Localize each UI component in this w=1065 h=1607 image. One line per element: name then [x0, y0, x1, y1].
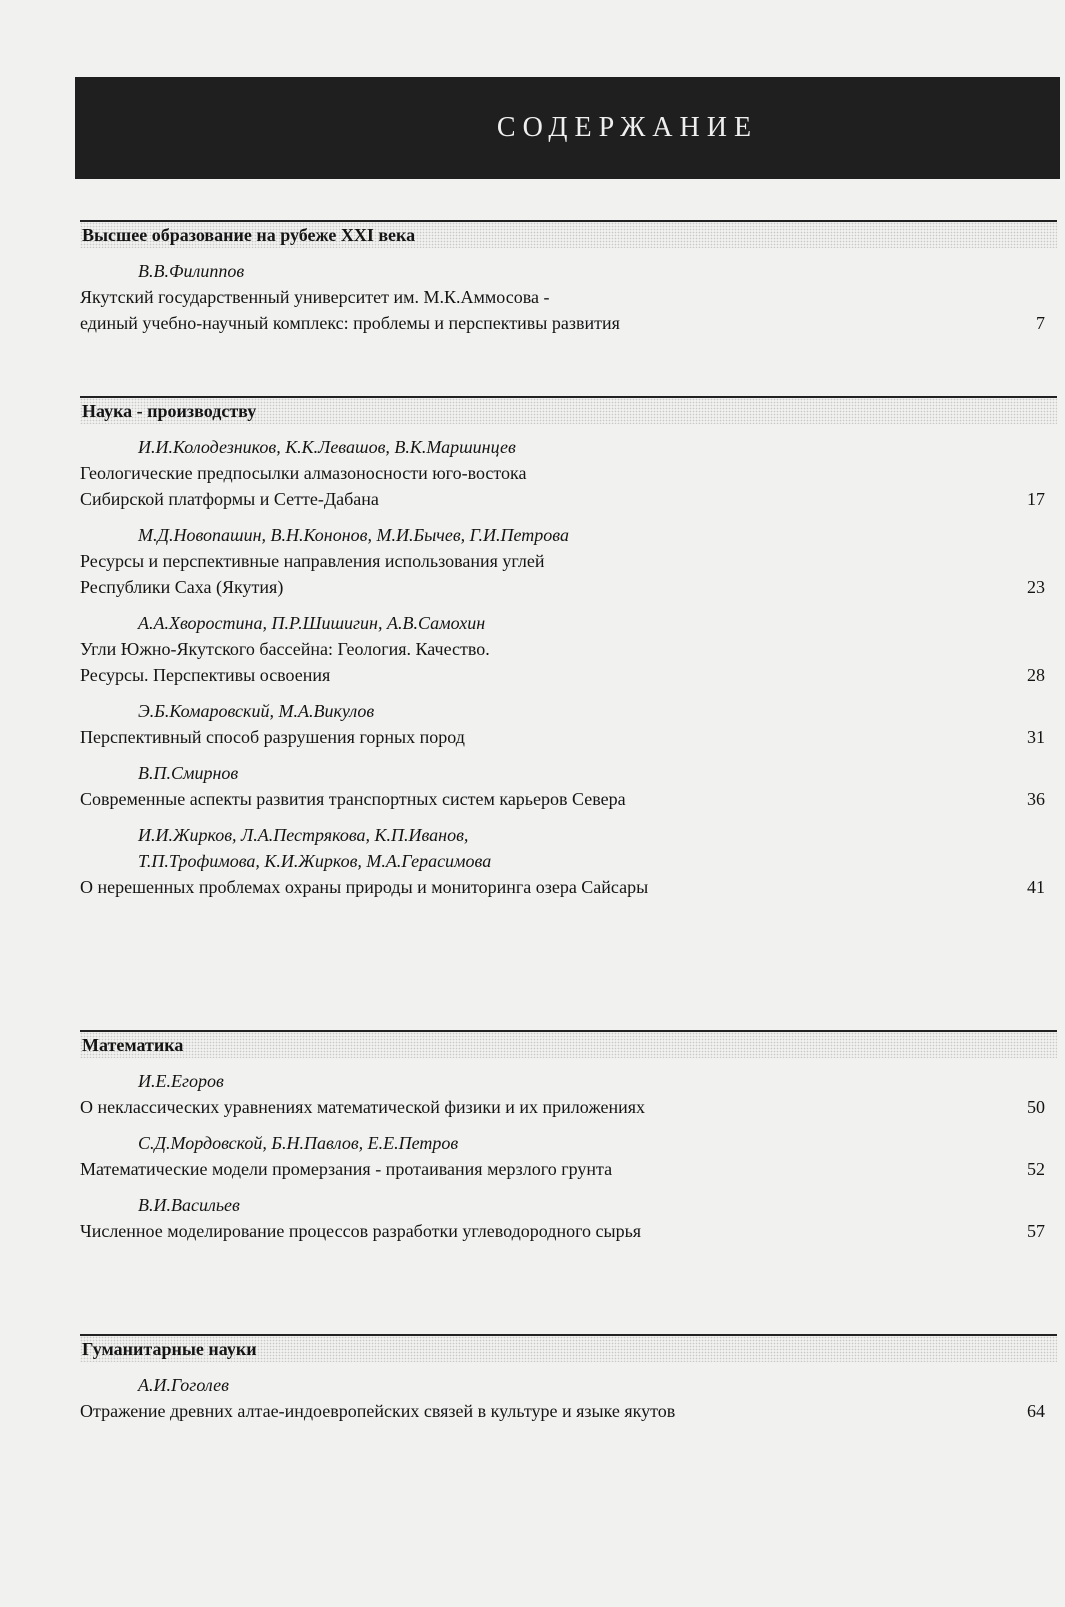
- entry-title: Геологические предпосылки алмазоносности юго-востока: [80, 463, 527, 483]
- entry-authors: Т.П.Трофимова, К.И.Жирков, М.А.Герасимова: [138, 851, 492, 871]
- entry-title: Якутский государственный университет им. М.К.Аммосова -: [80, 287, 550, 307]
- entry-title: Сибирской платформы и Сетте-Дабана: [80, 489, 379, 509]
- entry-page-number: 52: [1027, 1159, 1045, 1179]
- entry-authors: И.Е.Егоров: [138, 1071, 224, 1091]
- entry-authors: М.Д.Новопашин, В.Н.Кононов, М.И.Бычев, Г.И.Петрова: [138, 525, 569, 545]
- toc-section: [80, 1334, 1057, 1424]
- entry-page-number: 23: [1027, 577, 1045, 597]
- toc-entry[interactable]: [80, 522, 1057, 600]
- entry-authors: Э.Б.Комаровский, М.А.Викулов: [138, 701, 375, 721]
- entry-title: О нерешенных проблемах охраны природы и мониторинга озера Сайсары: [80, 877, 649, 897]
- entry-title: Республики Саха (Якутия): [80, 577, 284, 597]
- entry-title: Математические модели промерзания - протаивания мерзлого грунта: [80, 1159, 613, 1179]
- entry-title: Перспективный способ разрушения горных пород: [80, 727, 465, 747]
- entry-page-number: 36: [1027, 789, 1045, 809]
- toc-section: [80, 396, 1057, 900]
- entry-title: Ресурсы. Перспективы освоения: [80, 665, 331, 685]
- entry-title: Численное моделирование процессов разработки углеводородного сырья: [80, 1221, 642, 1241]
- entry-page-number: 41: [1027, 877, 1045, 897]
- entry-page-number: 31: [1027, 727, 1045, 747]
- page-title: СОДЕРЖАНИЕ: [496, 112, 759, 143]
- toc-entry[interactable]: [80, 1130, 1057, 1182]
- entry-page-number: 17: [1027, 489, 1045, 509]
- entry-page-number: 50: [1027, 1097, 1045, 1117]
- entry-page-number: 7: [1036, 313, 1045, 333]
- entry-authors: В.П.Смирнов: [138, 763, 239, 783]
- toc-entry[interactable]: [80, 258, 1057, 336]
- entry-authors: И.И.Колодезников, К.К.Левашов, В.К.Маршинцев: [138, 437, 516, 457]
- entry-title: Ресурсы и перспективные направления использования углей: [80, 551, 545, 571]
- entry-authors: В.И.Васильев: [138, 1195, 240, 1215]
- entry-authors: С.Д.Мордовской, Б.Н.Павлов, Е.Е.Петров: [138, 1133, 459, 1153]
- entry-page-number: 57: [1027, 1221, 1045, 1241]
- toc-entry[interactable]: [80, 822, 1057, 900]
- section-heading: Математика: [80, 1032, 1057, 1058]
- toc-entry[interactable]: [80, 610, 1057, 688]
- toc-entry[interactable]: [80, 434, 1057, 512]
- section-heading: Гуманитарные науки: [80, 1336, 1057, 1362]
- entry-page-number: 28: [1027, 665, 1045, 685]
- toc-entry[interactable]: [80, 1372, 1057, 1424]
- entry-title: Отражение древних алтае-индоевропейских связей в культуре и языке якутов: [80, 1401, 676, 1421]
- entry-title: О неклассических уравнениях математической физики и их приложениях: [80, 1097, 646, 1117]
- header-banner: [75, 77, 1060, 179]
- toc-entry[interactable]: [80, 1068, 1057, 1120]
- section-heading: Наука - производству: [80, 398, 1057, 424]
- toc-section: [80, 1030, 1057, 1244]
- section-heading: Высшее образование на рубеже XXI века: [80, 222, 1057, 248]
- entry-title: Угли Южно-Якутского бассейна: Геология. Качество.: [80, 639, 490, 659]
- toc-entry[interactable]: [80, 698, 1057, 750]
- toc-entry[interactable]: [80, 1192, 1057, 1244]
- entry-authors: В.В.Филиппов: [138, 261, 245, 281]
- entry-title: единый учебно-научный комплекс: проблемы и перспективы развития: [80, 313, 620, 333]
- entry-page-number: 64: [1027, 1401, 1045, 1421]
- entry-authors: И.И.Жирков, Л.А.Пестрякова, К.П.Иванов,: [138, 825, 469, 845]
- entry-authors: А.А.Хворостина, П.Р.Шишигин, А.В.Самохин: [138, 613, 486, 633]
- entry-title: Современные аспекты развития транспортных систем карьеров Севера: [80, 789, 626, 809]
- entry-authors: А.И.Гоголев: [138, 1375, 229, 1395]
- toc-entry[interactable]: [80, 760, 1057, 812]
- toc-section: [80, 220, 1057, 336]
